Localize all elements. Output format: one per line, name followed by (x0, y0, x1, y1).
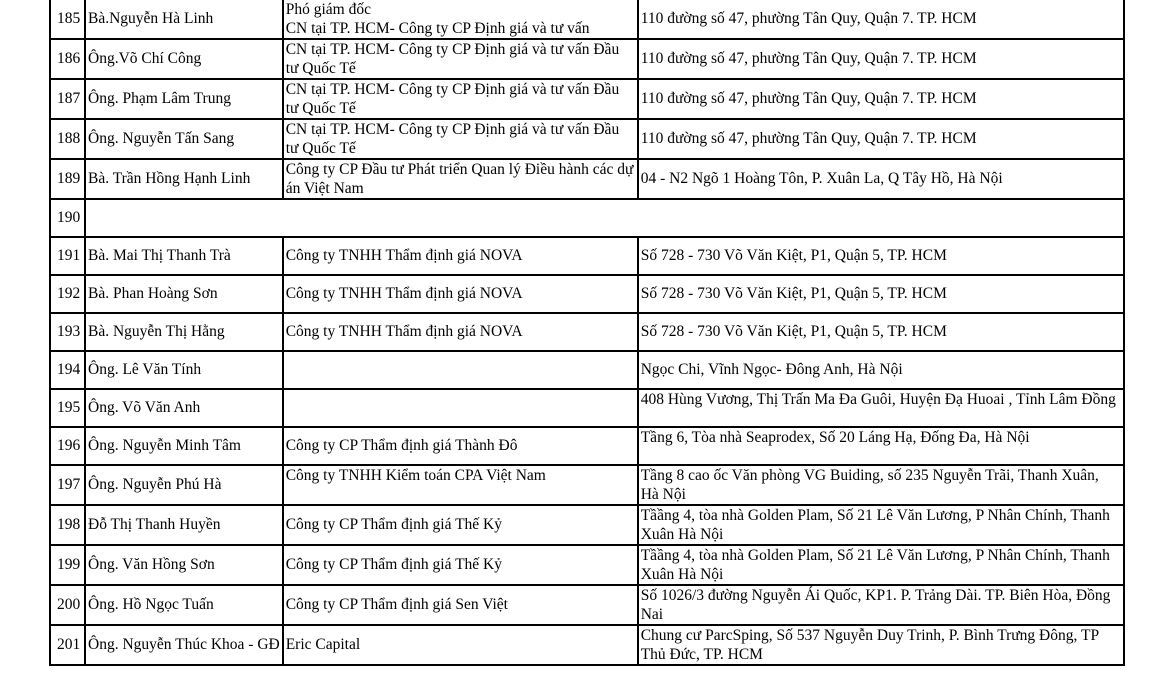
name-cell: Ông. Nguyễn Tấn Sang (85, 119, 283, 159)
organization-cell (283, 351, 638, 389)
organization-cell (283, 199, 638, 237)
organization-cell: Công ty CP Thẩm định giá Thế Kỷ (283, 545, 638, 585)
row-number-cell: 187 (50, 79, 85, 119)
address-cell: 408 Hùng Vương, Thị Trấn Ma Đa Guôi, Huyện Đạ Huoai , Tỉnh Lâm Đồng (638, 389, 1124, 427)
name-cell: Ông. Phạm Lâm Trung (85, 79, 283, 119)
organization-cell: Công ty TNHH Thẩm định giá NOVA (283, 275, 638, 313)
organization-cell: CN tại TP. HCM- Công ty CP Định giá và tư vấn Đầu tư Quốc Tế (283, 39, 638, 79)
organization-cell: Công ty CP Thẩm định giá Thế Kỷ (283, 505, 638, 545)
address-cell: Chung cư ParcSping, Số 537 Nguyễn Duy Trinh, P. Bình Trưng Đông, TP Thủ Đức, TP. HCM (638, 625, 1124, 665)
name-cell: Bà. Trần Hồng Hạnh Linh (85, 159, 283, 199)
table-row (50, 625, 1124, 665)
organization-cell: Eric Capital (283, 625, 638, 665)
table-row (50, 199, 1124, 237)
name-cell: Đỗ Thị Thanh Huyền (85, 505, 283, 545)
name-cell: Bà. Phan Hoàng Sơn (85, 275, 283, 313)
table-row (50, 465, 1124, 505)
address-cell: Tầng 8 cao ốc Văn phòng VG Buiding, số 235 Nguyễn Trãi, Thanh Xuân, Hà Nội (638, 465, 1124, 505)
row-number-cell: 192 (50, 275, 85, 313)
table-row (50, 545, 1124, 585)
organization-cell: CN tại TP. HCM- Công ty CP Định giá và tư vấn Đầu tư Quốc Tế (283, 119, 638, 159)
organization-cell: CN tại TP. HCM- Công ty CP Định giá và tư vấn Đầu tư Quốc Tế (283, 79, 638, 119)
organization-cell: Công ty TNHH Thẩm định giá NOVA (283, 237, 638, 275)
table-row (50, 351, 1124, 389)
table-row (50, 119, 1124, 159)
row-number-cell: 196 (50, 427, 85, 465)
name-cell: Ông. Hồ Ngọc Tuấn (85, 585, 283, 625)
address-cell: Số 1026/3 đường Nguyễn Ái Quốc, KP1. P. Trảng Dài. TP. Biên Hòa, Đồng Nai (638, 585, 1124, 625)
row-number-cell: 201 (50, 625, 85, 665)
organization-cell: Công ty CP Thẩm định giá Thành Đô (283, 427, 638, 465)
organization-cell: Công ty TNHH Kiểm toán CPA Việt Nam (283, 465, 638, 505)
name-cell (85, 199, 283, 237)
name-cell: Ông. Lê Văn Tính (85, 351, 283, 389)
address-cell: 110 đường số 47, phường Tân Quy, Quận 7. TP. HCM (638, 119, 1124, 159)
address-cell: Tầầng 4, tòa nhà Golden Plam, Số 21 Lê Văn Lương, P Nhân Chính, Thanh Xuân Hà Nội (638, 545, 1124, 585)
organization-cell: Công ty CP Thẩm định giá Sen Việt (283, 585, 638, 625)
table-row (50, 313, 1124, 351)
address-cell: 110 đường số 47, phường Tân Quy, Quận 7. TP. HCM (638, 79, 1124, 119)
table-row (50, 427, 1124, 465)
organization-cell (283, 389, 638, 427)
name-cell: Ông. Văn Hồng Sơn (85, 545, 283, 585)
address-cell: Tầầng 4, tòa nhà Golden Plam, Số 21 Lê Văn Lương, P Nhân Chính, Thanh Xuân Hà Nội (638, 505, 1124, 545)
registry-table (49, 0, 1125, 666)
row-number-cell: 189 (50, 159, 85, 199)
name-cell: Ông. Nguyễn Phú Hà (85, 465, 283, 505)
row-number-cell: 194 (50, 351, 85, 389)
table-row (50, 505, 1124, 545)
address-cell: 110 đường số 47, phường Tân Quy, Quận 7. TP. HCM (638, 0, 1124, 39)
address-cell: 110 đường số 47, phường Tân Quy, Quận 7. TP. HCM (638, 39, 1124, 79)
organization-cell: Công ty CP Đầu tư Phát triển Quan lý Điều hành các dự án Việt Nam (283, 159, 638, 199)
name-cell: Ông. Nguyễn Minh Tâm (85, 427, 283, 465)
row-number-cell: 188 (50, 119, 85, 159)
table-row (50, 585, 1124, 625)
name-cell: Ông. Võ Văn Anh (85, 389, 283, 427)
name-cell: Ông.Võ Chí Công (85, 39, 283, 79)
row-number-cell: 197 (50, 465, 85, 505)
row-number-cell: 190 (50, 199, 85, 237)
address-cell: Số 728 - 730 Võ Văn Kiệt, P1, Quận 5, TP. HCM (638, 237, 1124, 275)
table-row (50, 79, 1124, 119)
organization-cell: Phó giám đốc CN tại TP. HCM- Công ty CP Định giá và tư vấn (283, 0, 638, 39)
table-row (50, 237, 1124, 275)
row-number-cell: 191 (50, 237, 85, 275)
row-number-cell: 185 (50, 0, 85, 39)
address-cell: Tầng 6, Tòa nhà Seaprodex, Số 20 Láng Hạ, Đống Đa, Hà Nội (638, 427, 1124, 465)
address-cell: Ngọc Chi, Vĩnh Ngọc- Đông Anh, Hà Nội (638, 351, 1124, 389)
table-row (50, 275, 1124, 313)
organization-cell: Công ty TNHH Thẩm định giá NOVA (283, 313, 638, 351)
table-row (50, 0, 1124, 39)
address-cell (638, 199, 1124, 237)
registry-rows (50, 0, 1124, 665)
name-cell: Bà.Nguyễn Hà Linh (85, 0, 283, 39)
table-row (50, 159, 1124, 199)
row-number-cell: 198 (50, 505, 85, 545)
address-cell: 04 - N2 Ngõ 1 Hoàng Tôn, P. Xuân La, Q Tây Hồ, Hà Nội (638, 159, 1124, 199)
table-row (50, 39, 1124, 79)
name-cell: Bà. Mai Thị Thanh Trà (85, 237, 283, 275)
row-number-cell: 193 (50, 313, 85, 351)
row-number-cell: 186 (50, 39, 85, 79)
table-row (50, 389, 1124, 427)
name-cell: Ông. Nguyễn Thúc Khoa - GĐ (85, 625, 283, 665)
row-number-cell: 195 (50, 389, 85, 427)
row-number-cell: 200 (50, 585, 85, 625)
address-cell: Số 728 - 730 Võ Văn Kiệt, P1, Quận 5, TP. HCM (638, 275, 1124, 313)
address-cell: Số 728 - 730 Võ Văn Kiệt, P1, Quận 5, TP. HCM (638, 313, 1124, 351)
name-cell: Bà. Nguyễn Thị Hằng (85, 313, 283, 351)
row-number-cell: 199 (50, 545, 85, 585)
